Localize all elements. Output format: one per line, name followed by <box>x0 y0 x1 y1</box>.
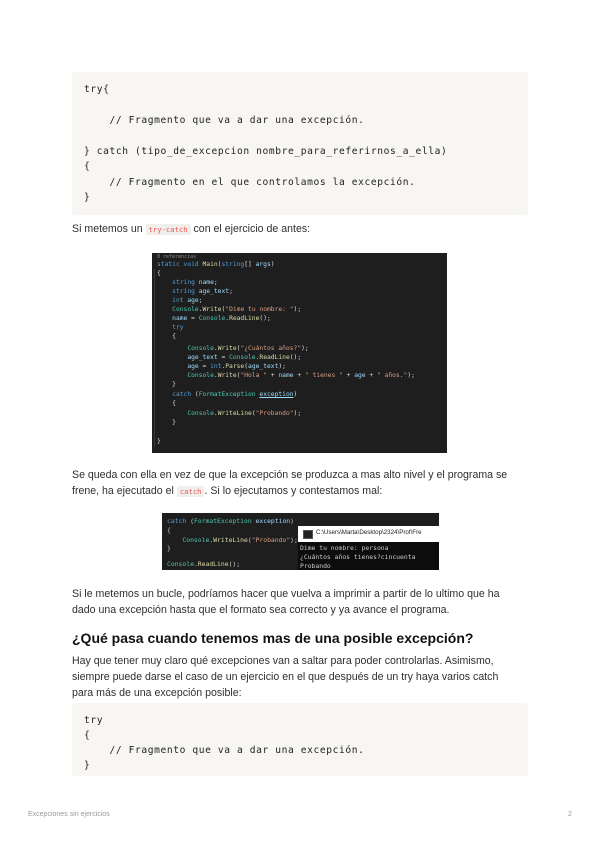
console-output-line: ¿Cuántos años tienes?cincuenta <box>300 553 416 561</box>
ide-line: name = Console.ReadLine(); <box>172 315 271 322</box>
console-output-line: Probando <box>300 562 331 570</box>
code-line: try{ <box>84 84 110 95</box>
console-output-line: Dime tu nombre: persona <box>300 544 389 552</box>
ide-line: catch (FormatException exception) <box>172 391 298 398</box>
text-line: siempre puede darse el caso de un ejercicio en el que después de un try haya varios catch <box>72 671 499 684</box>
code-block-try-catch <box>72 72 528 215</box>
ide-line: static void Main(string[] args) <box>157 261 275 268</box>
editor-line: Console.WriteLine("Probando"); <box>182 536 298 544</box>
page-number: 2 <box>568 811 572 818</box>
code-line: { <box>84 730 91 741</box>
ide-line: } <box>157 419 176 426</box>
text: frene, ha ejecutado el <box>72 485 177 498</box>
text: con el ejercicio de antes: <box>190 223 311 235</box>
ide-line: Console.Write("Dime tu nombre: "); <box>172 306 302 313</box>
terminal-icon <box>303 530 313 539</box>
text: Si metemos un <box>72 223 146 235</box>
console-output-screenshot <box>162 513 439 570</box>
code-line: // Fragmento en el que controlamos la excepción. <box>84 177 416 188</box>
paragraph-loop-note <box>72 586 530 618</box>
ide-line: try <box>172 324 184 331</box>
ide-line: { <box>157 333 176 340</box>
console-title: C:\Users\Marta\Desktop\2324\Prof\Fre <box>316 529 422 536</box>
text-line: Si le metemos un bucle, podríamos hacer que vuelva a imprimir a partir de lo ultimo que ha <box>72 588 500 600</box>
ide-line: age_text = Console.ReadLine(); <box>187 354 302 361</box>
ide-line: } <box>157 438 161 445</box>
code-line: // Fragmento que va a dar una excepción. <box>84 745 365 756</box>
paragraph-intro-try-catch <box>72 221 530 238</box>
code-line: { <box>84 161 91 172</box>
code-line: } <box>84 192 91 203</box>
ide-line: age = int.Parse(age_text); <box>187 363 286 370</box>
section-heading: ¿Qué pasa cuando tenemos mas de una posible excepción? <box>72 630 474 646</box>
ide-line: { <box>157 270 161 277</box>
editor-line: { <box>167 526 171 534</box>
text-line: Se queda con ella en vez de que la excepción se produzca a mas alto nivel y el programa se <box>72 469 508 481</box>
inline-code: try-catch <box>146 224 191 235</box>
ide-line: 0 referencias <box>157 254 197 260</box>
editor-line: } <box>167 544 171 552</box>
text: . Si lo ejecutamos y contestamos mal: <box>204 485 383 498</box>
code-line: // Fragmento que va a dar una excepción. <box>84 115 365 126</box>
ide-line: Console.WriteLine("Probando"); <box>187 410 302 417</box>
code-line: } <box>84 760 91 771</box>
code-block-try <box>72 703 528 776</box>
code-line: try <box>84 715 104 726</box>
ide-line: int age; <box>172 297 203 304</box>
paragraph-catch-explanation <box>72 467 530 500</box>
ide-line: Console.Write("Hola " + name + " tienes " + age + " años."); <box>187 372 415 379</box>
paragraph-multiple-exceptions <box>72 653 530 702</box>
text-line: para más de una excepción posible: <box>72 687 242 700</box>
ide-line: string age_text; <box>172 288 233 295</box>
text-line: Hay que tener muy claro qué excepciones van a saltar para poder controlarlas. Asimismo, <box>72 655 494 667</box>
editor-line: catch (FormatException exception) <box>167 517 295 525</box>
footer-title: Excepciones sin ejercicios <box>28 811 110 818</box>
inline-code: catch <box>177 486 205 497</box>
text-line <box>72 483 530 500</box>
ide-line: { <box>157 400 176 407</box>
ide-line: Console.Write("¿Cuántos años?"); <box>187 345 309 352</box>
ide-code-screenshot <box>152 253 447 453</box>
ide-line: } <box>157 381 176 388</box>
code-line: } catch (tipo_de_excepcion nombre_para_referirnos_a_ella) <box>84 146 448 157</box>
text-line: dado una excepción hasta que el formato sea correcto y ya avance el programa. <box>72 604 450 617</box>
console-title-bar <box>298 526 439 542</box>
ide-line: string name; <box>172 279 218 286</box>
editor-line: Console.ReadLine(); <box>167 560 241 568</box>
